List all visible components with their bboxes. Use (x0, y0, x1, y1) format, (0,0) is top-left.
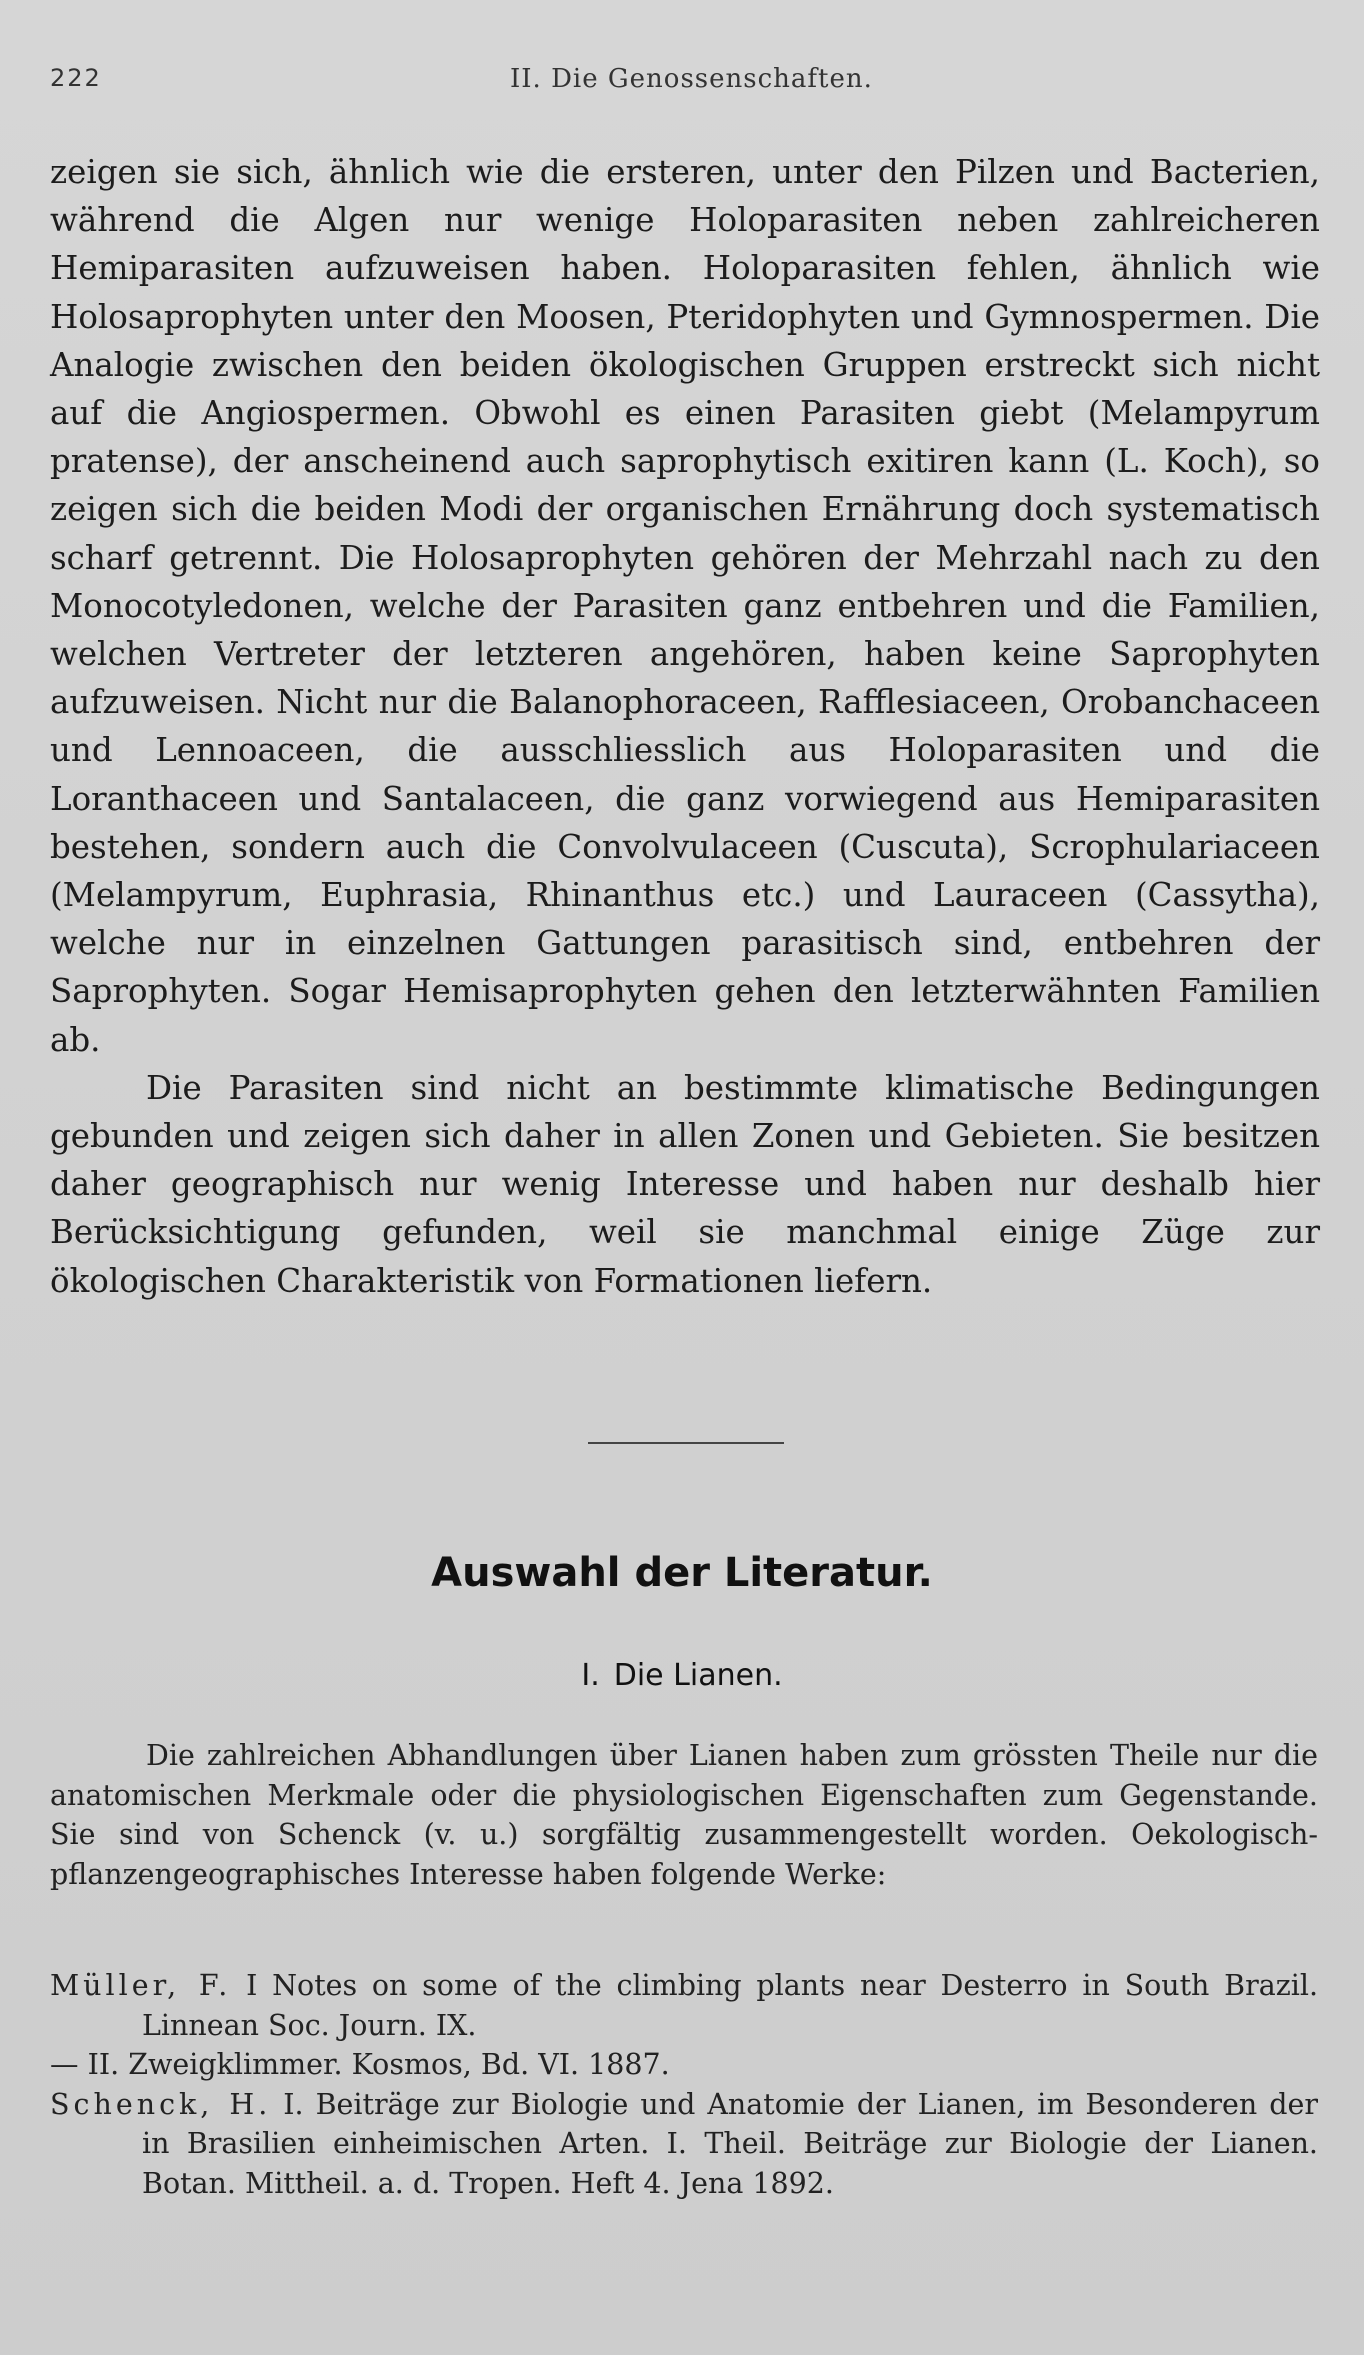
bib-author: Müller, F. (50, 1969, 232, 2002)
bib-author: — (50, 2048, 79, 2081)
bibliography-entry (50, 2045, 1318, 2085)
bibliography-list (50, 1966, 1318, 2203)
chapter-title: II. Die Genossenschaften. (510, 64, 873, 94)
bibliography-entry (50, 1966, 1318, 2045)
subsection-number: I. (581, 1658, 600, 1693)
page-number: 222 (50, 64, 102, 92)
body-text (50, 148, 1320, 1305)
bibliography-entry (50, 2085, 1318, 2204)
bib-author: Schenck, H. (50, 2087, 272, 2121)
literature-intro: Die zahlreichen Abhandlungen über Lianen haben zum grössten Theile nur die anatomischen Merkmale oder die physiologischen Eigenschaften zum Gegenstande. Sie sind von Schenck (v. u.) sorgfältig zusammengestellt worden. Oekologisch-pflanzengeographisches Interesse haben folgende Werke: (50, 1739, 1318, 1891)
body-paragraph-1: zeigen sie sich, ähnlich wie die ersteren, unter den Pilzen und Bacterien, während die Algen nur wenige Holoparasiten neben zahlreicheren Hemiparasiten aufzuweisen haben. Holoparasiten fehlen, ähnlich wie Holosaprophyten unter den Moosen, Pteridophyten und Gymnospermen. Die Analogie zwischen den beiden ökologischen Gruppen erstreckt sich nicht auf die Angiospermen. Obwohl es einen Parasiten giebt (Melampyrum pratense), der anscheinend auch saprophytisch exitiren kann (L. Koch), so zeigen sich die beiden Modi der organischen Ernährung doch systematisch scharf getrennt. Die Holosaprophyten gehören der Mehrzahl nach zu den Monocotyledonen, welche der Parasiten ganz entbehren und die Familien, welchen Vertreter der letzteren angehören, haben keine Saprophyten aufzuweisen. Nicht nur die Balanophoraceen, Rafflesiaceen, Orobanchaceen und Lennoaceen, die ausschliesslich aus Holoparasiten und die Loranthaceen und Santalaceen, die ganz vorwiegend aus Hemiparasiten bestehen, sondern auch die Convolvulaceen (Cuscuta), Scrophulariaceen (Melampyrum, Euphrasia, Rhinanthus etc.) und Lauraceen (Cassytha), welche nur in einzelnen Gattungen parasitisch sind, entbehren der Saprophyten. Sogar Hemisaprophyten gehen den letzterwähnten Familien ab. (50, 153, 1320, 1059)
literature-heading: Auswahl der Literatur. (431, 1550, 933, 1596)
body-paragraph-2: Die Parasiten sind nicht an bestimmte klimatische Bedingungen gebunden und zeigen sich daher in allen Zonen und Gebieten. Sie besitzen daher geographisch nur wenig Interesse und haben nur deshalb hier Berücksichtigung gefunden, weil sie manchmal einige Züge zur ökologischen Charakteristik von Formationen liefern. (50, 1068, 1320, 1300)
bib-text: II. Zweigklimmer. Kosmos, Bd. VI. 1887. (87, 2048, 670, 2081)
section-divider (588, 1442, 784, 1444)
running-head (50, 64, 1320, 104)
bib-text: I. Beiträge zur Biologie und Anatomie der Lianen, im Besonderen der in Brasilien einheimischen Arten. I. Theil. Beiträge zur Biologie der Lianen. Botan. Mittheil. a. d. Tropen. Heft 4. Jena 1892. (142, 2087, 1319, 2200)
subsection-title: Die Lianen. (613, 1658, 783, 1693)
literature-subsection-heading (0, 1658, 1364, 1693)
bib-text: I Notes on some of the climbing plants near Desterro in South Brazil. Linnean Soc. Journ. IX. (142, 1969, 1319, 2042)
